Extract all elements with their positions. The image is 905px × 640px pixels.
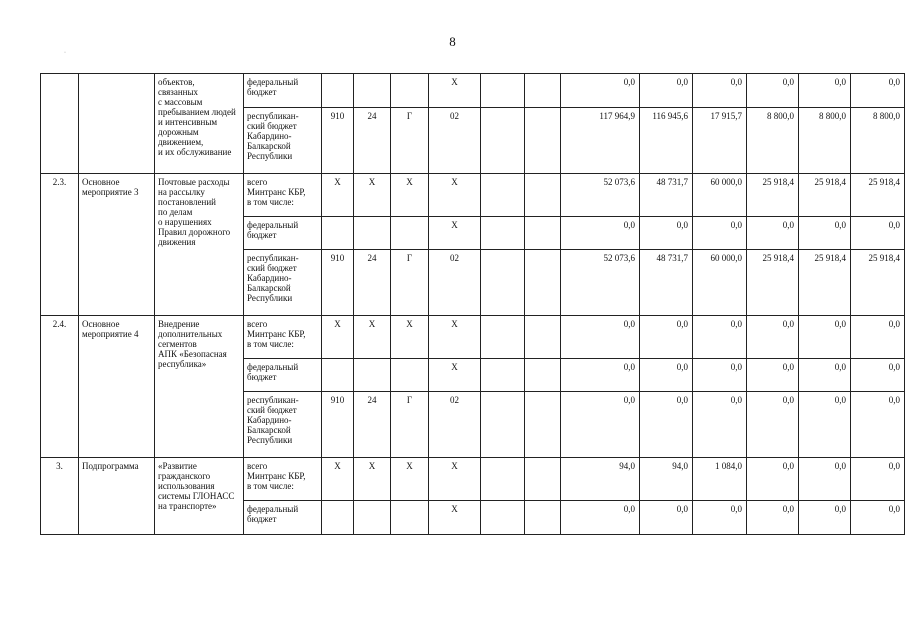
- code-cs: [391, 359, 429, 392]
- value-3: 0,0: [693, 217, 747, 250]
- value-3: 0,0: [693, 74, 747, 108]
- value-3: 60 000,0: [693, 250, 747, 316]
- value-3: 0,0: [693, 359, 747, 392]
- value-6: 0,0: [851, 74, 905, 108]
- code-grbs: [322, 501, 354, 535]
- value-5: 0,0: [799, 359, 851, 392]
- row-number: [41, 74, 79, 174]
- value-4: 8 800,0: [747, 108, 799, 174]
- value-2: 0,0: [640, 359, 693, 392]
- code-cs: X: [391, 174, 429, 217]
- scan-mark: ·: [64, 50, 66, 56]
- value-4: 0,0: [747, 74, 799, 108]
- measure-type: Подпрограмма: [79, 458, 155, 535]
- funding-source: федеральный бюджет: [244, 217, 322, 250]
- value-1: 52 073,6: [561, 250, 640, 316]
- funding-source: республикан- ский бюджет Кабардино- Балкарской Республики: [244, 392, 322, 458]
- code-cs: X: [391, 458, 429, 501]
- value-5: 8 800,0: [799, 108, 851, 174]
- code-vr: X: [429, 316, 481, 359]
- blank-cell: [481, 174, 525, 217]
- row-number: 2.3.: [41, 174, 79, 316]
- value-5: 0,0: [799, 217, 851, 250]
- code-rz: 24: [354, 250, 391, 316]
- code-grbs: X: [322, 316, 354, 359]
- code-grbs: [322, 74, 354, 108]
- code-cs: [391, 217, 429, 250]
- value-2: 0,0: [640, 392, 693, 458]
- value-3: 60 000,0: [693, 174, 747, 217]
- table-row: [41, 316, 905, 359]
- code-vr: 02: [429, 392, 481, 458]
- code-cs: Г: [391, 392, 429, 458]
- blank-cell: [481, 217, 525, 250]
- value-1: 52 073,6: [561, 174, 640, 217]
- code-grbs: [322, 217, 354, 250]
- code-rz: [354, 359, 391, 392]
- measure-name: Внедрение дополнительных сегментов АПК «Безопасная республика»: [155, 316, 244, 458]
- value-1: 94,0: [561, 458, 640, 501]
- value-4: 25 918,4: [747, 250, 799, 316]
- code-rz: X: [354, 316, 391, 359]
- code-vr: 02: [429, 250, 481, 316]
- blank-cell: [481, 392, 525, 458]
- measure-type: Основное мероприятие 4: [79, 316, 155, 458]
- value-6: 0,0: [851, 392, 905, 458]
- blank-cell: [525, 217, 561, 250]
- blank-cell: [481, 74, 525, 108]
- value-3: 0,0: [693, 501, 747, 535]
- code-rz: 24: [354, 108, 391, 174]
- funding-source: федеральный бюджет: [244, 74, 322, 108]
- value-5: 0,0: [799, 501, 851, 535]
- code-cs: X: [391, 316, 429, 359]
- page-number: 8: [449, 34, 456, 49]
- table-row: [41, 74, 905, 108]
- code-cs: Г: [391, 108, 429, 174]
- code-vr: X: [429, 74, 481, 108]
- blank-cell: [525, 74, 561, 108]
- value-4: 0,0: [747, 392, 799, 458]
- value-2: 0,0: [640, 74, 693, 108]
- funding-source: федеральный бюджет: [244, 501, 322, 535]
- blank-cell: [481, 501, 525, 535]
- code-cs: [391, 74, 429, 108]
- code-grbs: X: [322, 174, 354, 217]
- blank-cell: [525, 501, 561, 535]
- value-1: 0,0: [561, 217, 640, 250]
- value-6: 25 918,4: [851, 174, 905, 217]
- value-2: 0,0: [640, 217, 693, 250]
- value-2: 48 731,7: [640, 174, 693, 217]
- value-4: 0,0: [747, 501, 799, 535]
- value-2: 94,0: [640, 458, 693, 501]
- blank-cell: [481, 316, 525, 359]
- code-grbs: 910: [322, 108, 354, 174]
- funding-source: всего Минтранс КБР, в том числе:: [244, 458, 322, 501]
- blank-cell: [481, 458, 525, 501]
- blank-cell: [525, 316, 561, 359]
- value-2: 116 945,6: [640, 108, 693, 174]
- code-rz: 24: [354, 392, 391, 458]
- blank-cell: [525, 108, 561, 174]
- table-row: [41, 174, 905, 217]
- code-rz: [354, 217, 391, 250]
- measure-name: «Развитие гражданского использования системы ГЛОНАСС на транспорте»: [155, 458, 244, 535]
- blank-cell: [525, 392, 561, 458]
- blank-cell: [525, 250, 561, 316]
- value-6: 0,0: [851, 217, 905, 250]
- funding-source: республикан- ский бюджет Кабардино- Балкарской Республики: [244, 108, 322, 174]
- value-2: 0,0: [640, 316, 693, 359]
- code-vr: 02: [429, 108, 481, 174]
- code-vr: X: [429, 458, 481, 501]
- value-5: 25 918,4: [799, 174, 851, 217]
- code-grbs: [322, 359, 354, 392]
- value-5: 0,0: [799, 392, 851, 458]
- value-6: 0,0: [851, 501, 905, 535]
- blank-cell: [525, 359, 561, 392]
- value-4: 25 918,4: [747, 174, 799, 217]
- value-5: 0,0: [799, 74, 851, 108]
- value-3: 0,0: [693, 392, 747, 458]
- code-rz: [354, 74, 391, 108]
- blank-cell: [481, 250, 525, 316]
- value-3: 0,0: [693, 316, 747, 359]
- code-vr: X: [429, 217, 481, 250]
- funding-source: всего Минтранс КБР, в том числе:: [244, 174, 322, 217]
- row-number: 2.4.: [41, 316, 79, 458]
- value-6: 0,0: [851, 316, 905, 359]
- code-rz: X: [354, 458, 391, 501]
- value-1: 0,0: [561, 316, 640, 359]
- code-rz: [354, 501, 391, 535]
- measure-name: Почтовые расходы на рассылку постановлений по делам о нарушениях Правил дорожного движения: [155, 174, 244, 316]
- table-row: [41, 458, 905, 501]
- measure-type: Основное мероприятие 3: [79, 174, 155, 316]
- code-grbs: X: [322, 458, 354, 501]
- value-4: 0,0: [747, 458, 799, 501]
- value-6: 8 800,0: [851, 108, 905, 174]
- funding-source: всего Минтранс КБР, в том числе:: [244, 316, 322, 359]
- value-6: 0,0: [851, 458, 905, 501]
- blank-cell: [481, 108, 525, 174]
- measure-name: объектов, связанных с массовым пребыванием людей и интенсивным дорожным движением, и их обслуживание: [155, 74, 244, 174]
- value-5: 0,0: [799, 316, 851, 359]
- value-1: 0,0: [561, 501, 640, 535]
- measure-type: [79, 74, 155, 174]
- value-4: 0,0: [747, 359, 799, 392]
- value-5: 25 918,4: [799, 250, 851, 316]
- value-3: 17 915,7: [693, 108, 747, 174]
- value-1: 117 964,9: [561, 108, 640, 174]
- value-1: 0,0: [561, 359, 640, 392]
- value-5: 0,0: [799, 458, 851, 501]
- code-grbs: 910: [322, 250, 354, 316]
- blank-cell: [525, 174, 561, 217]
- value-3: 1 084,0: [693, 458, 747, 501]
- code-vr: X: [429, 359, 481, 392]
- code-cs: [391, 501, 429, 535]
- value-1: 0,0: [561, 74, 640, 108]
- code-vr: X: [429, 501, 481, 535]
- value-1: 0,0: [561, 392, 640, 458]
- blank-cell: [481, 359, 525, 392]
- value-4: 0,0: [747, 217, 799, 250]
- row-number: 3.: [41, 458, 79, 535]
- code-grbs: 910: [322, 392, 354, 458]
- code-vr: X: [429, 174, 481, 217]
- value-6: 0,0: [851, 359, 905, 392]
- blank-cell: [525, 458, 561, 501]
- value-4: 0,0: [747, 316, 799, 359]
- funding-source: республикан- ский бюджет Кабардино- Балкарской Республики: [244, 250, 322, 316]
- value-2: 0,0: [640, 501, 693, 535]
- budget-table: [40, 73, 905, 535]
- code-rz: X: [354, 174, 391, 217]
- code-cs: Г: [391, 250, 429, 316]
- value-2: 48 731,7: [640, 250, 693, 316]
- funding-source: федеральный бюджет: [244, 359, 322, 392]
- value-6: 25 918,4: [851, 250, 905, 316]
